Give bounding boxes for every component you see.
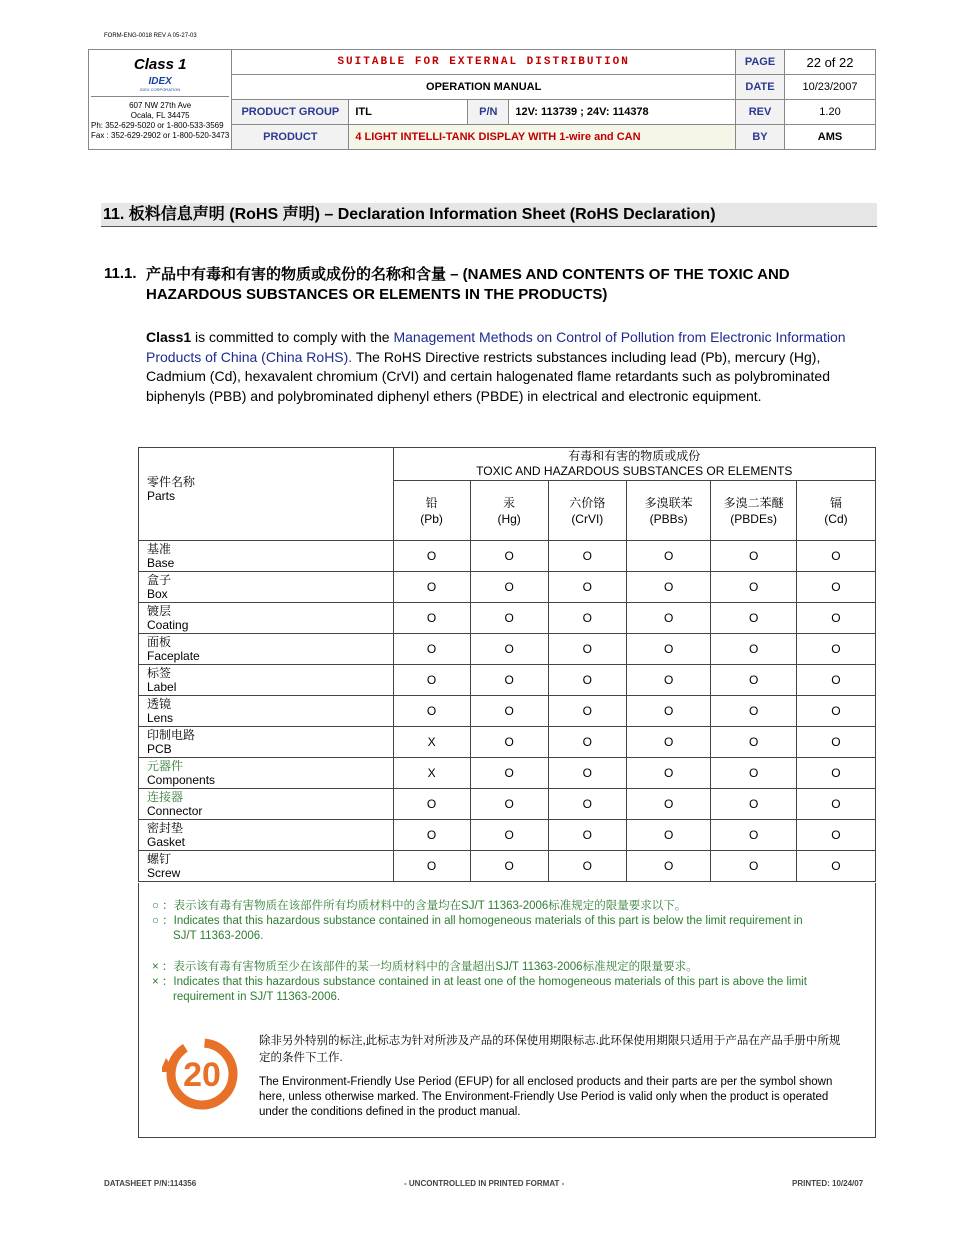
distribution-notice: SUITABLE FOR EXTERNAL DISTRIBUTION [232, 50, 736, 75]
product-value: 4 LIGHT INTELLI-TANK DISPLAY WITH 1-wire and CAN [349, 125, 736, 150]
substance-value-cell: O [711, 665, 797, 696]
substance-value-cell: O [711, 603, 797, 634]
parts-header-cn: 零件名称 [147, 475, 196, 489]
substance-value-cell: O [393, 572, 470, 603]
part-name-en: Base [147, 556, 175, 570]
parts-header-en: Parts [147, 489, 176, 503]
part-name-cell [139, 665, 394, 696]
substance-header-en: (PBBs) [649, 511, 688, 526]
part-name-cn: 盒子 [147, 573, 172, 587]
fax-number: Fax : 352-629-2902 or 1-800-520-3473 [91, 131, 230, 140]
part-name-cn: 印制电路 [147, 728, 196, 742]
efup-number: 20 [183, 1056, 221, 1094]
table-row [139, 541, 876, 572]
part-name-cell [139, 820, 394, 851]
substance-value-cell: O [548, 603, 626, 634]
substance-value-cell: O [470, 603, 548, 634]
part-name-en: Faceplate [147, 649, 200, 663]
substance-value-cell: O [626, 665, 710, 696]
part-name-cn: 基准 [147, 542, 172, 556]
substance-value-cell: O [393, 696, 470, 727]
substance-value-cell: O [711, 696, 797, 727]
part-name-en: Screw [147, 866, 181, 880]
part-name-cell [139, 851, 394, 882]
substance-value-cell: O [470, 851, 548, 882]
footer-datasheet: DATASHEET P/N:114356 [104, 1179, 197, 1188]
company-name: Class1 [146, 329, 192, 345]
substance-value-cell: O [626, 820, 710, 851]
substance-value-cell: O [711, 727, 797, 758]
china-rohs-link: Management Methods on Control of Pollution from Electronic Information Products of China (China RoHS). [146, 329, 846, 365]
substance-header-en: (Hg) [497, 511, 521, 526]
part-name-cn: 标签 [147, 666, 172, 680]
rev-label: REV [736, 100, 785, 125]
substance-value-cell: O [393, 603, 470, 634]
efup-cn: 除非另外特别的标注,此标志为针对所涉及产品的环保使用期限标志.此环保使用期限只适用于产品在产品手册中所规定的条件下工作. [259, 1035, 841, 1064]
para-text-2: The RoHS Directive restricts substances including lead (Pb), mercury (Hg), Cadmium (Cd), hexavalent chromium (CrVI) and certain halogenated flame retardants such as polybrominated biphenyls (PBB) and polybrominated diphenyl ethers (PBDE) in electrical and electronic equipment. [146, 348, 830, 404]
substance-header-cn: 六价铬 [569, 495, 606, 510]
product-group-label: PRODUCT GROUP [232, 100, 349, 125]
substance-value-cell: O [393, 820, 470, 851]
substance-value-cell: X [393, 727, 470, 758]
substance-value-cell: O [796, 789, 875, 820]
substance-value-cell: O [796, 572, 875, 603]
table-row [139, 572, 876, 603]
substance-header [470, 481, 548, 541]
part-name-cell [139, 789, 394, 820]
section-title: 11. 板料信息声明 (RoHS 声明) – Declaration Information Sheet (RoHS Declaration) [101, 203, 877, 227]
substance-value-cell: O [796, 727, 875, 758]
table-row [139, 851, 876, 882]
parts-header [139, 448, 394, 541]
substance-header [626, 481, 710, 541]
substance-value-cell: O [393, 634, 470, 665]
substance-value-cell: O [626, 696, 710, 727]
substance-header-en: (Cd) [824, 511, 848, 526]
company-info [89, 50, 232, 150]
substance-value-cell: O [796, 665, 875, 696]
page-label: PAGE [736, 50, 785, 75]
phone-number: Ph: 352-629-5020 or 1-800-533-3569 [91, 121, 224, 130]
part-name-en: Label [147, 680, 177, 694]
substance-value-cell: O [393, 789, 470, 820]
efup-20-icon [162, 1038, 242, 1110]
pn-value: 12V: 113739 ; 24V: 114378 [509, 100, 736, 125]
substance-header-en: (Pb) [420, 511, 443, 526]
subsection-title: 产品中有毒和有害的物质或成份的名称和含量 – (NAMES AND CONTENTS OF THE TOXIC AND HAZARDOUS SUBSTANCES OR ELEMENTS IN THE PRODUCTS) [146, 266, 790, 303]
substance-value-cell: O [548, 572, 626, 603]
part-name-en: Box [147, 587, 168, 601]
notes-box [138, 883, 876, 1138]
substance-value-cell: O [548, 758, 626, 789]
product-label: PRODUCT [232, 125, 349, 150]
substance-value-cell: X [393, 758, 470, 789]
substance-value-cell: O [796, 634, 875, 665]
part-name-cell [139, 634, 394, 665]
table-row [139, 665, 876, 696]
substance-value-cell: O [470, 541, 548, 572]
note-x-en: × ：Indicates that this hazardous substance contained in at least one of the homogeneous materials of this part is above the limit requirement in SJ/T 11363-2006. [152, 976, 807, 1003]
substance-header [548, 481, 626, 541]
part-name-cell [139, 727, 394, 758]
substance-value-cell: O [470, 820, 548, 851]
substance-value-cell: O [393, 851, 470, 882]
part-name-cn: 密封垫 [147, 821, 184, 835]
intro-paragraph [146, 328, 866, 406]
substance-value-cell: O [470, 665, 548, 696]
company-address [91, 96, 229, 141]
substance-value-cell: O [548, 851, 626, 882]
substance-value-cell: O [470, 758, 548, 789]
subsection-number: 11.1. [104, 265, 137, 282]
page-value: 22 of 22 [785, 50, 876, 75]
date-label: DATE [736, 75, 785, 100]
substance-value-cell: O [796, 758, 875, 789]
substance-header-en: (PBDEs) [730, 511, 777, 526]
substance-value-cell: O [796, 851, 875, 882]
substance-value-cell: O [393, 541, 470, 572]
part-name-en: Components [147, 773, 216, 787]
substance-value-cell: O [548, 665, 626, 696]
substance-value-cell: O [626, 758, 710, 789]
substance-value-cell: O [626, 851, 710, 882]
group-header-en: TOXIC AND HAZARDOUS SUBSTANCES OR ELEMENTS [476, 464, 793, 478]
substance-value-cell: O [711, 634, 797, 665]
part-name-cell [139, 572, 394, 603]
part-name-cell [139, 603, 394, 634]
document-header [88, 49, 876, 150]
substance-value-cell: O [711, 851, 797, 882]
part-name-cn: 元器件 [147, 759, 184, 773]
substance-value-cell: O [626, 572, 710, 603]
idex-logo: IDEX [148, 76, 172, 87]
part-name-cn: 连接器 [147, 790, 184, 804]
substance-header-cn: 镉 [829, 495, 842, 510]
idex-logo-caption: IDEX CORPORATION [140, 87, 181, 92]
substance-value-cell: O [470, 696, 548, 727]
address-line-2: Ocala, FL 34475 [130, 111, 190, 120]
substance-value-cell: O [470, 727, 548, 758]
note-o-cn: ○ ：表示该有毒有害物质在该部件所有均质材料中的含量均在SJ/T 11363-2006标准规定的限量要求以下。 [152, 900, 687, 912]
part-name-en: Coating [147, 618, 189, 632]
substance-value-cell: O [796, 541, 875, 572]
substance-header-cn: 多溴二苯醚 [723, 495, 784, 510]
footer-printed: PRINTED: 10/24/07 [792, 1179, 864, 1188]
substance-header [711, 481, 797, 541]
substance-value-cell: O [548, 696, 626, 727]
table-row [139, 789, 876, 820]
rev-value: 1.20 [785, 100, 876, 125]
group-header-cn: 有毒和有害的物质或成份 [568, 449, 701, 463]
substance-value-cell: O [626, 727, 710, 758]
substance-value-cell: O [711, 789, 797, 820]
para-text-1: is committed to comply with the [191, 329, 394, 345]
part-name-cn: 透镜 [147, 697, 172, 711]
substance-value-cell: O [548, 634, 626, 665]
part-name-en: Gasket [147, 835, 186, 849]
part-name-cn: 螺钉 [147, 852, 172, 866]
part-name-cell [139, 696, 394, 727]
substance-value-cell: O [796, 696, 875, 727]
substances-group-header [393, 448, 875, 481]
substance-value-cell: O [711, 758, 797, 789]
substance-value-cell: O [393, 665, 470, 696]
substance-value-cell: O [548, 820, 626, 851]
note-x-cn: × ：表示该有毒有害物质至少在该部件的某一均质材料中的含量超出SJ/T 11363-2006标准规定的限量要求。 [152, 961, 698, 973]
substance-header-cn: 铅 [425, 495, 438, 510]
pn-label: P/N [468, 100, 509, 125]
by-value: AMS [785, 125, 876, 150]
note-o-en: ○ ：Indicates that this hazardous substance contained in all homogeneous materials of this part is below the limit requirement in SJ/T 11363-2006. [152, 915, 803, 942]
substance-value-cell: O [548, 541, 626, 572]
efup-en: The Environment-Friendly Use Period (EFUP) for all enclosed products and their parts are per the symbol shown here, unless otherwise marked. The Environment-Friendly Use Period is valid only when the product is operated under the conditions defined in the product manual. [259, 1076, 833, 1118]
substance-value-cell: O [548, 789, 626, 820]
address-line-1: 607 NW 27th Ave [129, 101, 192, 110]
part-name-cn: 镀层 [147, 604, 172, 618]
table-row [139, 758, 876, 789]
part-name-cell [139, 758, 394, 789]
part-name-cell [139, 541, 394, 572]
substance-header [393, 481, 470, 541]
substance-header-en: (CrVI) [571, 511, 604, 526]
substance-header [796, 481, 875, 541]
substance-value-cell: O [711, 820, 797, 851]
substance-value-cell: O [626, 634, 710, 665]
substance-value-cell: O [711, 572, 797, 603]
substance-header-cn: 汞 [503, 495, 516, 510]
substance-value-cell: O [548, 727, 626, 758]
footer-uncontrolled: - UNCONTROLLED IN PRINTED FORMAT - [404, 1179, 565, 1188]
substance-value-cell: O [626, 541, 710, 572]
substance-value-cell: O [470, 789, 548, 820]
part-name-en: Lens [147, 711, 174, 725]
table-row [139, 696, 876, 727]
by-label: BY [736, 125, 785, 150]
part-name-en: Connector [147, 804, 203, 818]
substance-value-cell: O [711, 541, 797, 572]
substance-value-cell: O [796, 603, 875, 634]
part-name-cn: 面板 [147, 635, 172, 649]
substance-value-cell: O [626, 789, 710, 820]
substance-header-cn: 多溴联苯 [644, 495, 693, 510]
table-row [139, 820, 876, 851]
class1-logo: Class 1 [133, 56, 187, 73]
part-name-en: PCB [147, 742, 172, 756]
table-row [139, 603, 876, 634]
document-title: OPERATION MANUAL [232, 75, 736, 100]
table-row [139, 727, 876, 758]
product-group-value: ITL [349, 100, 468, 125]
substance-value-cell: O [796, 820, 875, 851]
substance-value-cell: O [626, 603, 710, 634]
rohs-table [138, 447, 876, 882]
table-row [139, 634, 876, 665]
date-value: 10/23/2007 [785, 75, 876, 100]
substance-value-cell: O [470, 634, 548, 665]
form-code: FORM-ENG-0018 REV A 05-27-03 [104, 33, 197, 39]
substance-value-cell: O [470, 572, 548, 603]
